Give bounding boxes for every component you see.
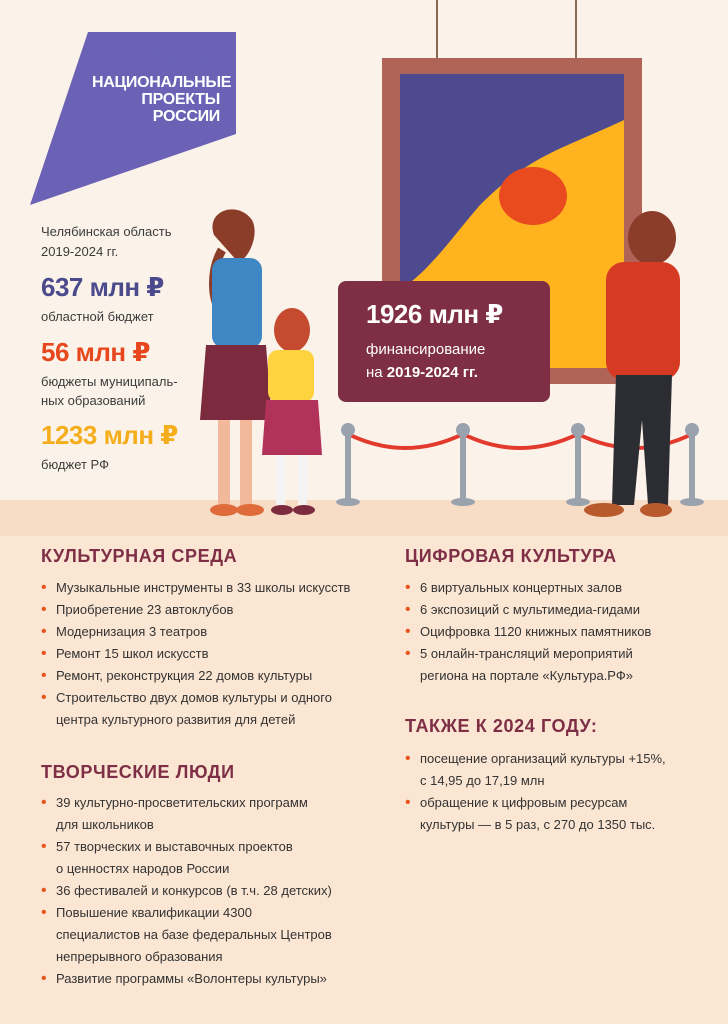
stat-label-line: ных образований xyxy=(41,393,146,408)
total-funding-box xyxy=(338,281,550,402)
section-title-creative-people: ТВОРЧЕСКИЕ ЛЮДИ xyxy=(41,762,235,782)
total-label-prefix: на xyxy=(366,364,387,381)
list-item: • Повышение квалификации 4300 специалистов на базе федеральных Центров непрерывного образования xyxy=(41,902,381,968)
list-item: • обращение к цифровым ресурсам культуры — в 5 раз, с 270 до 1350 тыс. xyxy=(405,792,715,836)
painting-sun xyxy=(499,167,567,225)
list-item: • Модернизация 3 театров xyxy=(41,621,381,643)
list-item: • 5 онлайн-трансляций мероприятий региона на портале «Культура.РФ» xyxy=(405,643,715,687)
section-title-by2024: ТАКЖЕ К 2024 ГОДУ: xyxy=(405,716,598,736)
region-name: Челябинская область xyxy=(41,224,172,239)
list-item: • Оцифровка 1120 книжных памятников xyxy=(405,621,715,643)
stat-label-line: бюджеты муниципаль- xyxy=(41,374,178,389)
by2024-list xyxy=(405,748,715,836)
stat-regional-budget xyxy=(41,272,164,326)
logo-line: НАЦИОНАЛЬНЫЕ xyxy=(92,74,232,91)
woman-figure xyxy=(200,209,272,516)
stat-label: бюджет РФ xyxy=(41,457,109,472)
list-item: • Развитие программы «Волонтеры культуры» xyxy=(41,968,381,990)
logo-line: РОССИИ xyxy=(152,108,220,125)
list-item: • Строительство двух домов культуры и одного центра культурного развития для детей xyxy=(41,687,381,731)
section-title-digital: ЦИФРОВАЯ КУЛЬТУРА xyxy=(405,546,617,566)
region-years: 2019-2024 гг. xyxy=(41,244,119,259)
list-item: • посещение организаций культуры +15%, с 14,95 до 17,19 млн xyxy=(405,748,715,792)
stat-value: 1233 млн ₽ xyxy=(41,420,178,450)
list-item: • 57 творческих и выставочных проектов о ценностях народов России xyxy=(41,836,381,880)
stat-value: 56 млн ₽ xyxy=(41,337,150,367)
list-item: • Ремонт 15 школ искусств xyxy=(41,643,381,665)
stat-label xyxy=(41,372,178,410)
total-label-years: 2019-2024 гг. xyxy=(386,364,478,381)
logo-national-projects xyxy=(92,74,232,125)
total-value: 1926 млн ₽ xyxy=(366,299,503,329)
region-caption xyxy=(41,222,171,262)
list-item: • 6 виртуальных концертных залов xyxy=(405,577,715,599)
list-item: • 36 фестивалей и конкурсов (в т.ч. 28 детских) xyxy=(41,880,381,902)
girl-figure xyxy=(262,308,322,515)
stat-municipal-budget xyxy=(41,337,178,410)
logo-culture-label: КУЛЬТУРА xyxy=(130,48,211,65)
logo-line: ПРОЕКТЫ xyxy=(141,91,220,108)
list-item: • 39 культурно-просветительских программ для школьников xyxy=(41,792,381,836)
digital-list xyxy=(405,577,715,687)
total-label-line: финансирование xyxy=(366,341,486,358)
list-item: • 6 экспозиций с мультимедиа-гидами xyxy=(405,599,715,621)
stat-federal-budget xyxy=(41,420,178,474)
culture-env-list xyxy=(41,577,381,731)
total-label xyxy=(366,338,485,384)
total-label-line xyxy=(366,361,485,384)
creative-people-list xyxy=(41,792,381,990)
section-title-culture-env: КУЛЬТУРНАЯ СРЕДА xyxy=(41,546,238,566)
list-item: • Музыкальные инструменты в 33 школы искусств xyxy=(41,577,381,599)
list-item: • Приобретение 23 автоклубов xyxy=(41,599,381,621)
list-item: • Ремонт, реконструкция 22 домов культуры xyxy=(41,665,381,687)
stat-label: областной бюджет xyxy=(41,309,154,324)
stat-value: 637 млн ₽ xyxy=(41,272,164,302)
